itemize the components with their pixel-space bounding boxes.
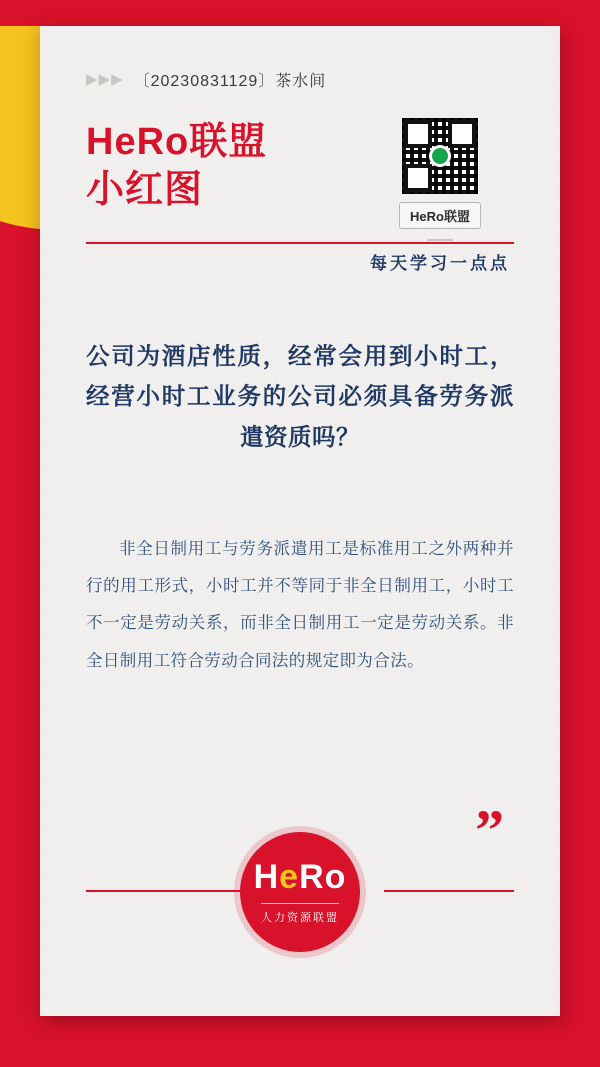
slogan-text: 每天学习一点点 xyxy=(370,254,510,273)
logo-letter-h: H xyxy=(253,857,280,896)
triple-arrow-icon: ▶▶▶ xyxy=(86,71,124,88)
qr-divider xyxy=(427,239,453,241)
qr-eye-bottom-left xyxy=(404,164,432,192)
content-card xyxy=(40,26,560,1016)
qr-area xyxy=(366,118,514,274)
issue-label: 〔20230831129〕茶水间 xyxy=(133,73,327,90)
hero-logo-subtitle: 人力资源联盟 xyxy=(261,903,339,925)
question-text: 公司为酒店性质，经常会用到小时工，经营小时工业务的公司必须具备劳务派遣资质吗？ xyxy=(86,343,514,450)
hero-logo xyxy=(240,832,360,952)
quote-mark-icon: ” xyxy=(475,798,504,863)
answer-text: 非全日制用工与劳务派遣用工是标准用工之外两种并行的用工形式，小时工并不等同于非全日制用工，小时工不一定是劳动关系，而非全日制用工一定是劳动关系。非全日制用工符合劳动合同法的规定即为合法。 xyxy=(86,540,514,670)
qr-code-icon[interactable] xyxy=(402,118,478,194)
footer-rule-left xyxy=(86,890,246,892)
footer-block xyxy=(40,798,560,952)
logo-letter-e: e xyxy=(279,857,300,896)
brand-title-line2: 小红图 xyxy=(86,168,204,211)
brand-title-line1: HeRo联盟 xyxy=(86,121,268,163)
kicker-row xyxy=(86,26,514,91)
hero-logo-wordmark xyxy=(253,857,347,896)
footer-rule-right xyxy=(384,890,514,892)
qr-eye-top-left xyxy=(404,120,432,148)
qr-eye-top-right xyxy=(448,120,476,148)
logo-letters-ro: Ro xyxy=(299,857,347,896)
qr-label: HeRo联盟 xyxy=(399,202,481,229)
